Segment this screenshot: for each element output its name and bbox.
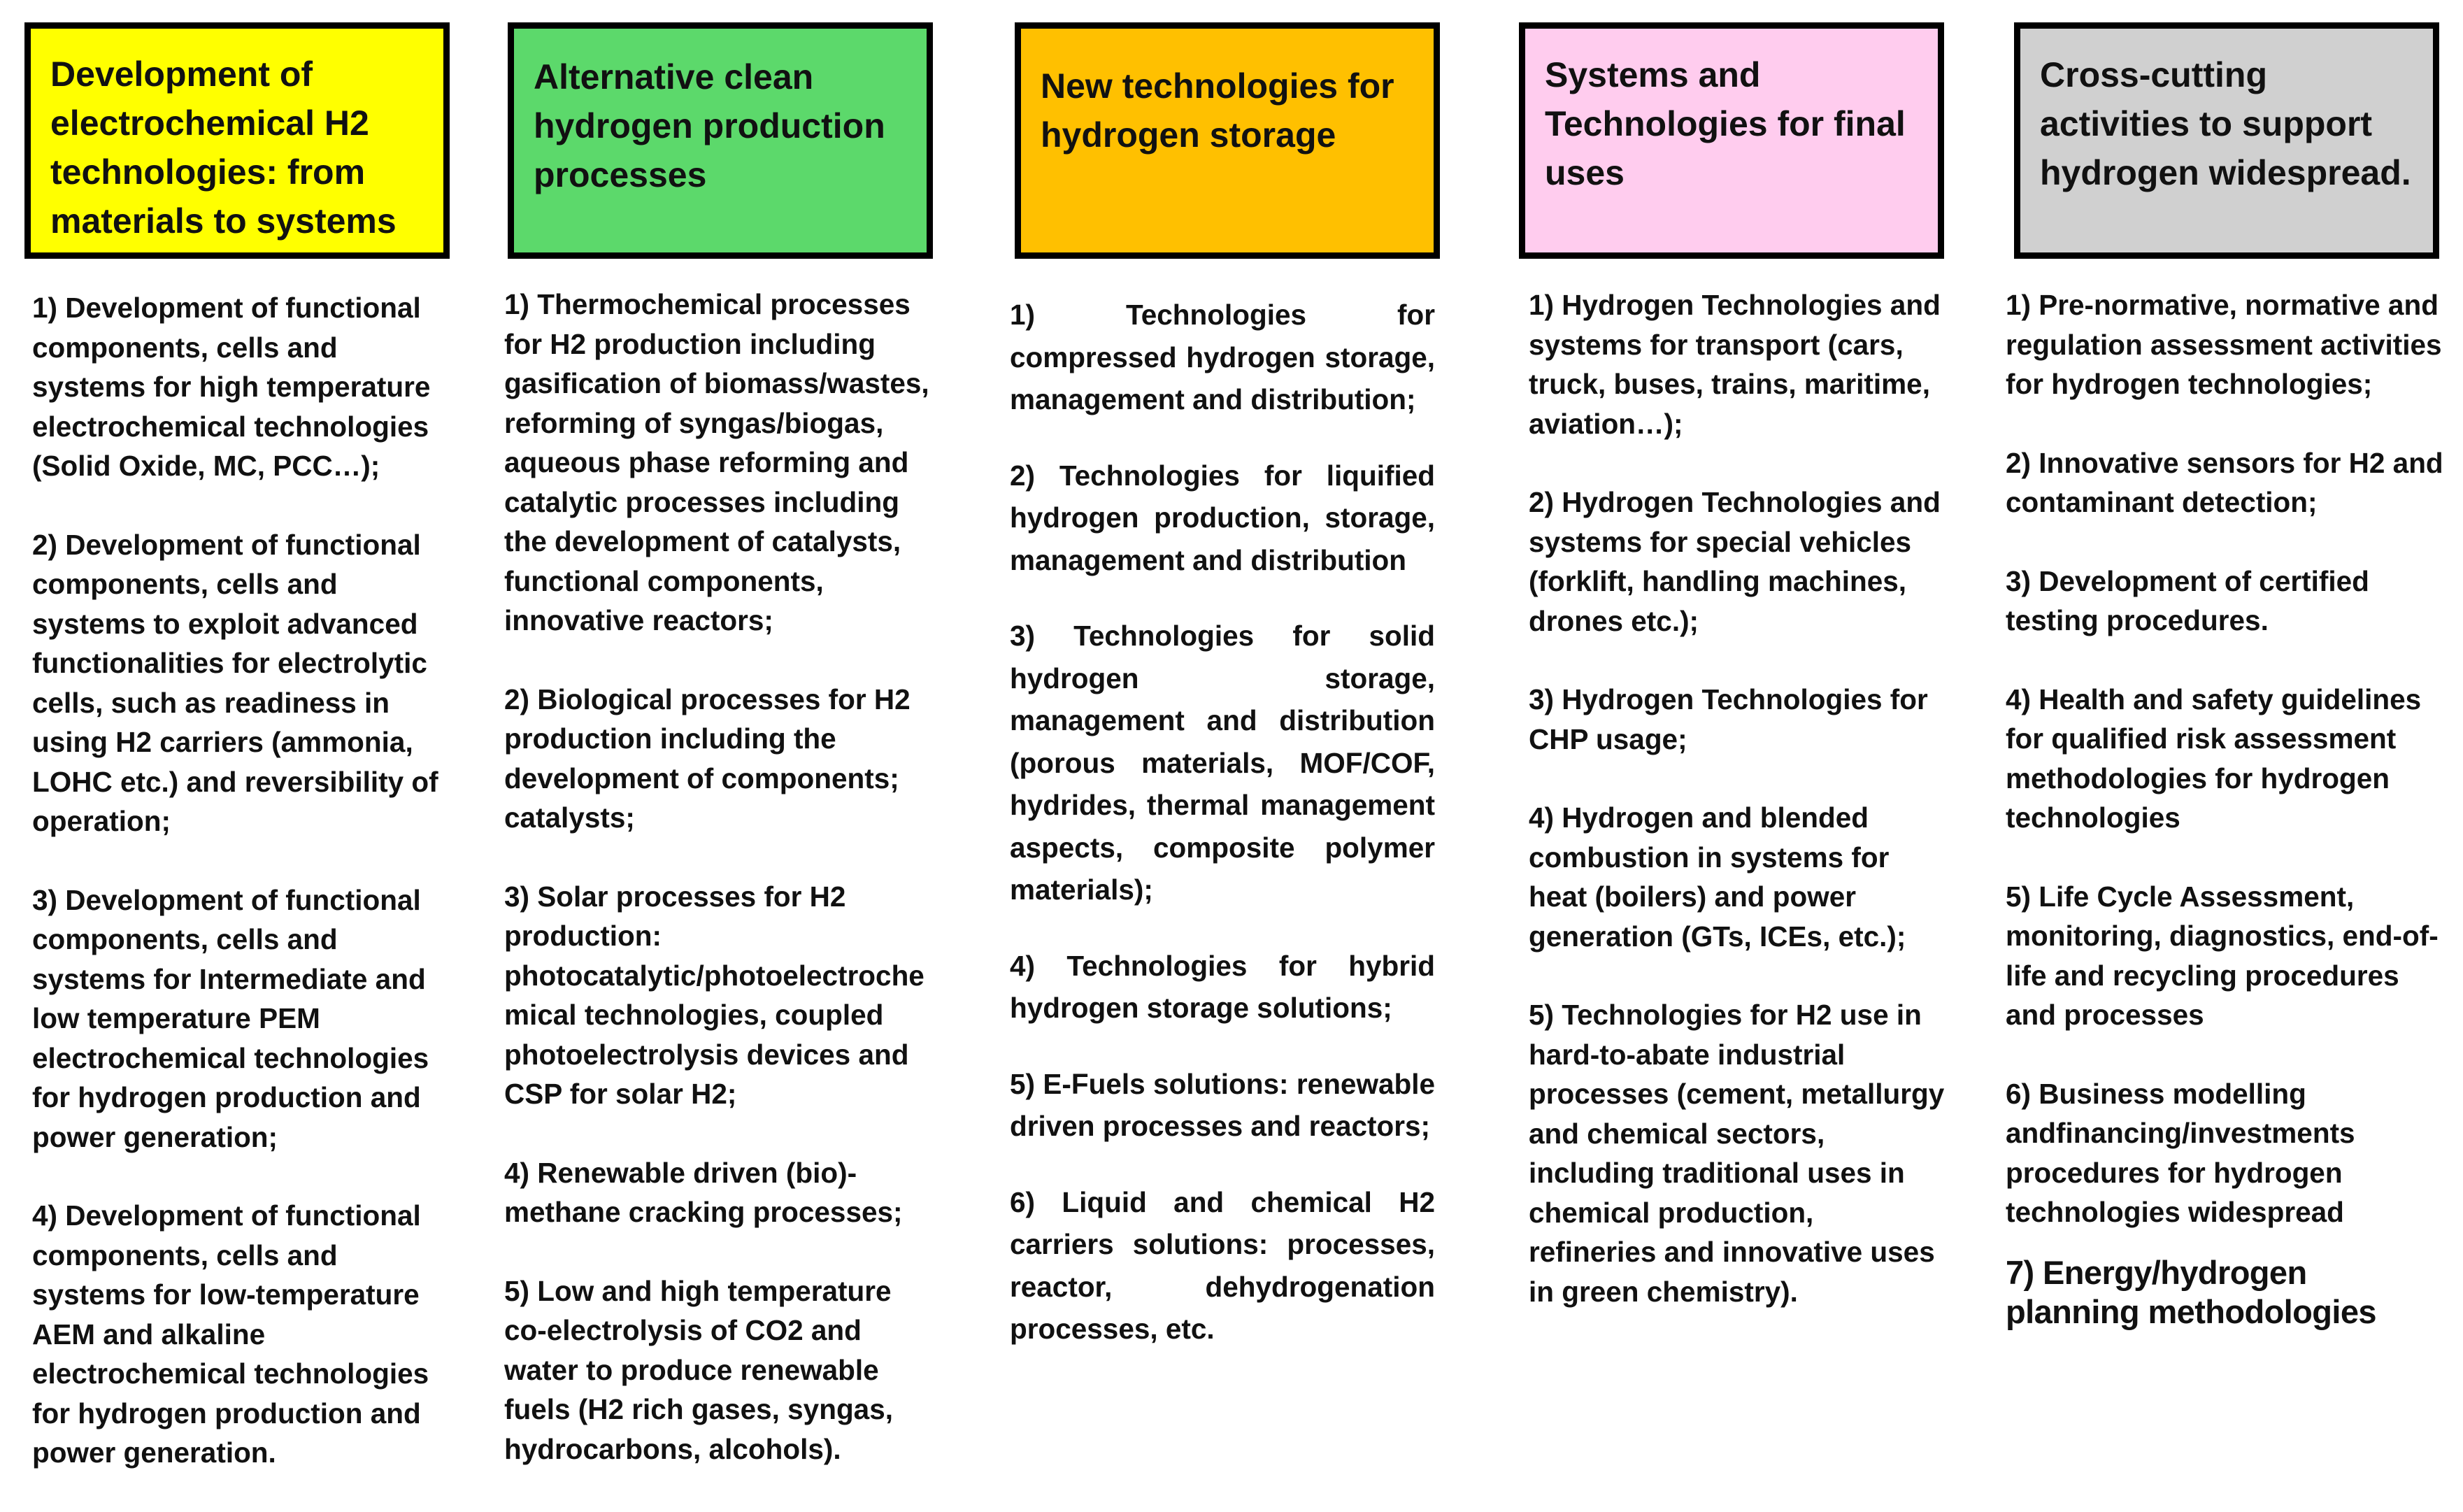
list-item: 2) Biological processes for H2 production including the development of components; catalysts;: [504, 683, 911, 834]
item-list-final-uses: [1529, 285, 1945, 1350]
item-list-storage: [1010, 294, 1435, 1384]
list-item: 4) Health and safety guidelines for qualified risk assessment methodologies for hydrogen technologies: [2006, 683, 2422, 834]
list-item: 1) Technologies for compressed hydrogen storage, management and distribution;: [1010, 299, 1435, 415]
list-item: 5) Life Cycle Assessment, monitoring, diagnostics, end-of-life and recycling procedures and processes: [2006, 880, 2439, 1031]
list-item: 3) Development of functional components, cells and systems for Intermediate and low temperature PEM electrochemical technologies for hydrogen production and power generation;: [32, 883, 429, 1153]
list-item: 7) Energy/hydrogen planning methodologies: [2006, 1253, 2376, 1330]
list-item: 3) Hydrogen Technologies for CHP usage;: [1529, 683, 1928, 755]
list-item: 4) Technologies for hybrid hydrogen storage solutions;: [1010, 949, 1435, 1024]
header-title: Development of electrochemical H2 technologies: from materials to systems: [50, 55, 397, 241]
header-title: Cross-cutting activities to support hydrogen widespread.: [2040, 55, 2411, 192]
list-item: 6) Liquid and chemical H2 carriers solutions: processes, reactor, dehydrogenation processes, etc.: [1010, 1185, 1435, 1345]
header-title: Systems and Technologies for final uses: [1545, 55, 1906, 192]
list-item: 1) Development of functional components, cells and systems for high temperature electrochemical technologies (Solid Oxide, MC, PCC…);: [32, 292, 431, 482]
list-item: 4) Development of functional components, cells and systems for low-temperature AEM and alkaline electrochemical technologies for hydrogen production and power generation.: [32, 1199, 429, 1469]
list-item: 3) Solar processes for H2 production: photocatalytic/photoelectrochemical technologies, coupled photoelectrolysis devices and CSP for solar H2;: [504, 880, 924, 1110]
list-item: 6) Business modelling andfinancing/investments procedures for hydrogen technologies widespread: [2006, 1077, 2355, 1228]
list-item: 1) Pre-normative, normative and regulation assessment activities for hydrogen technologies;: [2006, 289, 2442, 400]
list-item: 5) Technologies for H2 use in hard-to-abate industrial processes (cement, metallurgy and chemical sectors, including traditional uses in chemical production, refineries and innovative uses in green chemistry).: [1529, 999, 1945, 1308]
item-list-cross-cutting: [2006, 285, 2446, 1371]
header-title: Alternative clean hydrogen production processes: [534, 57, 885, 194]
list-item: 2) Technologies for liquified hydrogen production, storage, management and distribution: [1010, 459, 1435, 576]
header-box-storage: [1015, 22, 1440, 259]
list-item: 3) Development of certified testing procedures.: [2006, 564, 2369, 636]
header-box-cross-cutting: [2014, 22, 2439, 259]
list-item: 5) E-Fuels solutions: renewable driven processes and reactors;: [1010, 1067, 1435, 1142]
item-list-alternative-production: [504, 285, 941, 1508]
header-title: New technologies for hydrogen storage: [1041, 66, 1394, 155]
list-item: 4) Hydrogen and blended combustion in systems for heat (boilers) and power generation (GTs, ICEs, etc.);: [1529, 801, 1906, 953]
list-item: 2) Innovative sensors for H2 and contaminant detection;: [2006, 446, 2443, 518]
list-item: 4) Renewable driven (bio)-methane cracking processes;: [504, 1156, 903, 1228]
list-item: 5) Low and high temperature co-electrolysis of CO2 and water to produce renewable fuels (H2 rich gases, syngas, hydrocarbons, alcohols).: [504, 1274, 893, 1465]
list-item: 2) Hydrogen Technologies and systems for special vehicles (forklift, handling machines, drones etc.);: [1529, 486, 1941, 637]
list-item: 1) Hydrogen Technologies and systems for transport (cars, truck, buses, trains, maritime, aviation…);: [1529, 289, 1941, 440]
header-box-electrochemical: [24, 22, 450, 259]
list-item: 2) Development of functional components, cells and systems to exploit advanced functionalities for electrolytic cells, such as readiness in using H2 carriers (ammonia, LOHC etc.) and reversibility of operation;: [32, 528, 438, 837]
header-box-final-uses: [1519, 22, 1944, 259]
header-box-alternative-production: [508, 22, 933, 259]
list-item: 1) Thermochemical processes for H2 production including gasification of biomass/wastes, reforming of syngas/biogas, aqueous phase reforming and catalytic processes including the development of catalysts, functional components, innovative reactors;: [504, 288, 929, 636]
item-list-electrochemical: [32, 288, 445, 1512]
list-item: 3) Technologies for solid hydrogen storage, management and distribution (porous materials, MOF/COF, hydrides, thermal management aspects, composite polymer materials);: [1010, 620, 1435, 906]
